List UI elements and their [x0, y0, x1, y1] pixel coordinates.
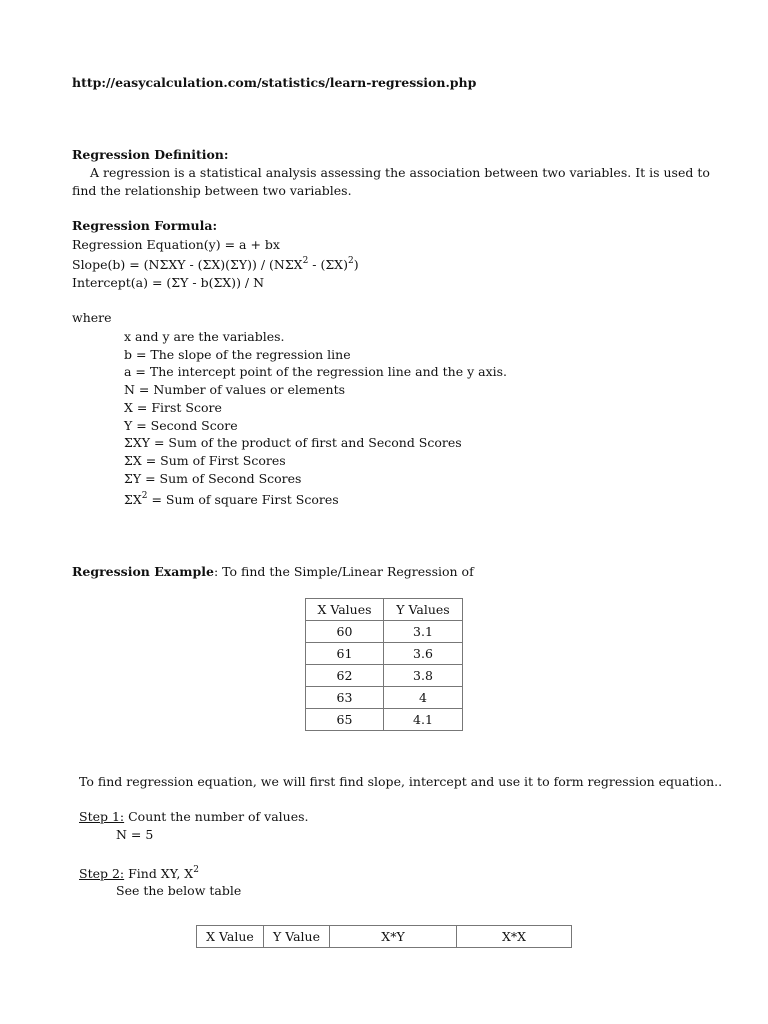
example-heading: Regression Example	[72, 564, 214, 579]
table-header-row	[197, 926, 572, 948]
step-1-label: Step 1:	[79, 809, 125, 824]
column-header: X Values	[306, 599, 384, 621]
column-header: Y Values	[384, 599, 463, 621]
table-row	[306, 687, 463, 709]
where-item: a = The intercept point of the regression line and the y axis.	[124, 364, 508, 379]
where-item: $\Sigma X^2$ = Sum of square First Scores	[124, 491, 339, 507]
table-cell: 62	[306, 665, 384, 687]
regression-intro: To find regression equation, we will first find slope, intercept and use it to form regression equation..	[79, 774, 723, 789]
table-row	[306, 643, 463, 665]
intercept-formula: Intercept(a) = (ΣY - b(ΣX)) / N	[72, 275, 265, 290]
example-line: Regression Example: To find the Simple/Linear Regression of	[72, 564, 474, 579]
example-data-table	[305, 598, 463, 731]
table-header-row	[306, 599, 463, 621]
where-item: ΣY = Sum of Second Scores	[124, 471, 302, 486]
table-row	[306, 621, 463, 643]
definition-line-1: A regression is a statistical analysis assessing the association between two variables. It is used to	[90, 165, 710, 180]
step-1: Step 1: Count the number of values.	[79, 809, 309, 824]
where-item: ΣXY = Sum of the product of first and Second Scores	[124, 435, 462, 450]
column-header: X*X	[457, 926, 572, 948]
where-item: N = Number of values or elements	[124, 382, 346, 397]
table-cell: 3.8	[384, 665, 463, 687]
regression-equation: Regression Equation(y) = a + bx	[72, 237, 280, 252]
column-header: X Value	[197, 926, 264, 948]
table-cell: 4.1	[384, 709, 463, 731]
table-cell: 63	[306, 687, 384, 709]
column-header: Y Value	[264, 926, 330, 948]
table-cell: 4	[384, 687, 463, 709]
where-label: where	[72, 310, 112, 325]
table-cell: 61	[306, 643, 384, 665]
where-item: ΣX = Sum of First Scores	[124, 453, 286, 468]
step-2: Step 2: Find XY, $X^2$	[79, 865, 199, 881]
table-cell: 3.1	[384, 621, 463, 643]
step-2-table	[196, 925, 572, 948]
source-url: http://easycalculation.com/statistics/learn-regression.php	[72, 75, 477, 90]
step-2-sub: See the below table	[116, 883, 242, 898]
where-item: b = The slope of the regression line	[124, 347, 351, 362]
column-header: X*Y	[330, 926, 457, 948]
table-row	[306, 665, 463, 687]
definition-heading: Regression Definition:	[72, 147, 229, 162]
step-1-value: N = 5	[116, 827, 154, 842]
where-item: x and y are the variables.	[124, 329, 285, 344]
step-2-label: Step 2:	[79, 866, 125, 881]
where-item: X = First Score	[124, 400, 222, 415]
slope-formula: Slope(b) = $(N\Sigma XY - (\Sigma X)(\Sigma Y)) / (N\Sigma X^2 - (\Sigma X)^2)$	[72, 256, 359, 272]
table-row	[306, 709, 463, 731]
formula-heading: Regression Formula:	[72, 218, 218, 233]
table-cell: 60	[306, 621, 384, 643]
table-cell: 3.6	[384, 643, 463, 665]
table-cell: 65	[306, 709, 384, 731]
definition-line-2: find the relationship between two variables.	[72, 183, 352, 198]
where-item: Y = Second Score	[124, 418, 238, 433]
